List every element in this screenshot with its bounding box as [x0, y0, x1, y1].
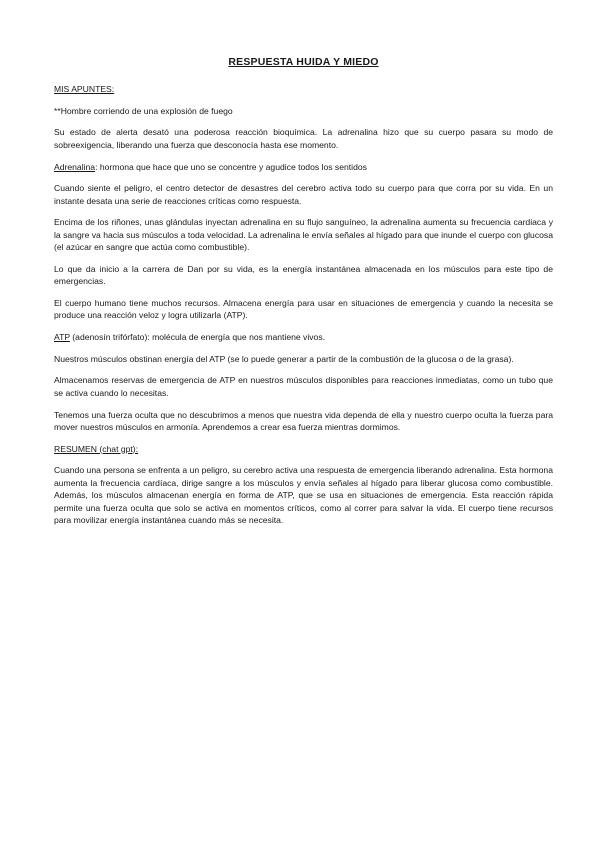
paragraph-8: [54, 331, 553, 343]
paragraph-1: **Hombre corriendo de una explosión de fuego: [54, 105, 233, 116]
term-adrenalina: Adrenalina: [54, 161, 96, 172]
summary-paragraph: Cuando una persona se enfrenta a un peligro, su cerebro activa una respuesta de emergencia liberando adrenalina. Esta hormona aumenta la frecuencia cardíaca, dirige sangre a los músculos y envía señales al hígado para liberar glucosa como combustible. Además, los músculos almacenan energía en forma de ATP, que se usa en situaciones de emergencia. Esta reacción rápida permite una fuerza oculta que solo se activa en momentos críticos, como al correr para salvar la vida. El cuerpo tiene recursos para movilizar energía instantánea cuando más se necesita.: [54, 465, 553, 526]
paragraph-5: Encima de los riñones, unas glándulas inyectan adrenalina en su flujo sanguíneo, la adrenalina aumenta su frecuencia cardiaca y la sangre va hacia sus músculos a toda velocidad. La adrenalina le envía señales al hígado para que inunde el cuerpo con glucosa (el azúcar en sangre que actúa como combustible).: [54, 217, 553, 253]
paragraph-9: Nuestros músculos obstinan energía del ATP (se lo puede generar a partir de la combustión de la glucosa o de la grasa).: [54, 353, 514, 364]
term-atp: ATP: [54, 332, 70, 343]
document-title: RESPUESTA HUIDA Y MIEDO: [228, 56, 379, 68]
definition-atp: (adenosín trifórfato): molécula de energía que nos mantiene vivos.: [69, 332, 326, 343]
paragraph-7: El cuerpo humano tiene muchos recursos. Almacena energía para usar en situaciones de emergencia y cuando la necesita se produce una reacción veloz y logra utilizarla (ATP).: [54, 297, 553, 321]
notes-heading: MIS APUNTES:: [54, 84, 115, 94]
paragraph-4: Cuando siente el peligro, el centro detector de desastres del cerebro activa todo su cuerpo para que corra por su vida. En un instante desata una serie de reacciones críticas como respuesta.: [54, 183, 553, 206]
definition-adrenalina: : hormona que hace que uno se concentre y agudice todos los sentidos: [95, 161, 367, 172]
paragraph-11: Tenemos una fuerza oculta que no descubrimos a menos que nuestra vida dependa de ella y nuestro cuerpo oculta la fuerza para mover nuestros músculos en armonía. Aprendemos a crear esa fuerza mientras dormimos.: [54, 409, 553, 432]
paragraph-6: Lo que da inicio a la carrera de Dan por su vida, es la energía instantánea almacenada en los músculos para este tipo de emergencias.: [54, 263, 553, 287]
paragraph-3: [54, 161, 553, 173]
paragraph-2: Su estado de alerta desató una poderosa reacción bioquímica. La adrenalina hizo que su cuerpo pasara su modo de sobreexigencia, liberando una fuerza que desconocía hasta ese momento.: [54, 127, 553, 150]
paragraph-10: Almacenamos reservas de emergencia de ATP en nuestros músculos disponibles para reacciones inmediatas, como un tubo que se activa cuando lo necesitas.: [54, 375, 553, 398]
summary-heading: RESUMEN (chat gpt):: [54, 443, 139, 454]
